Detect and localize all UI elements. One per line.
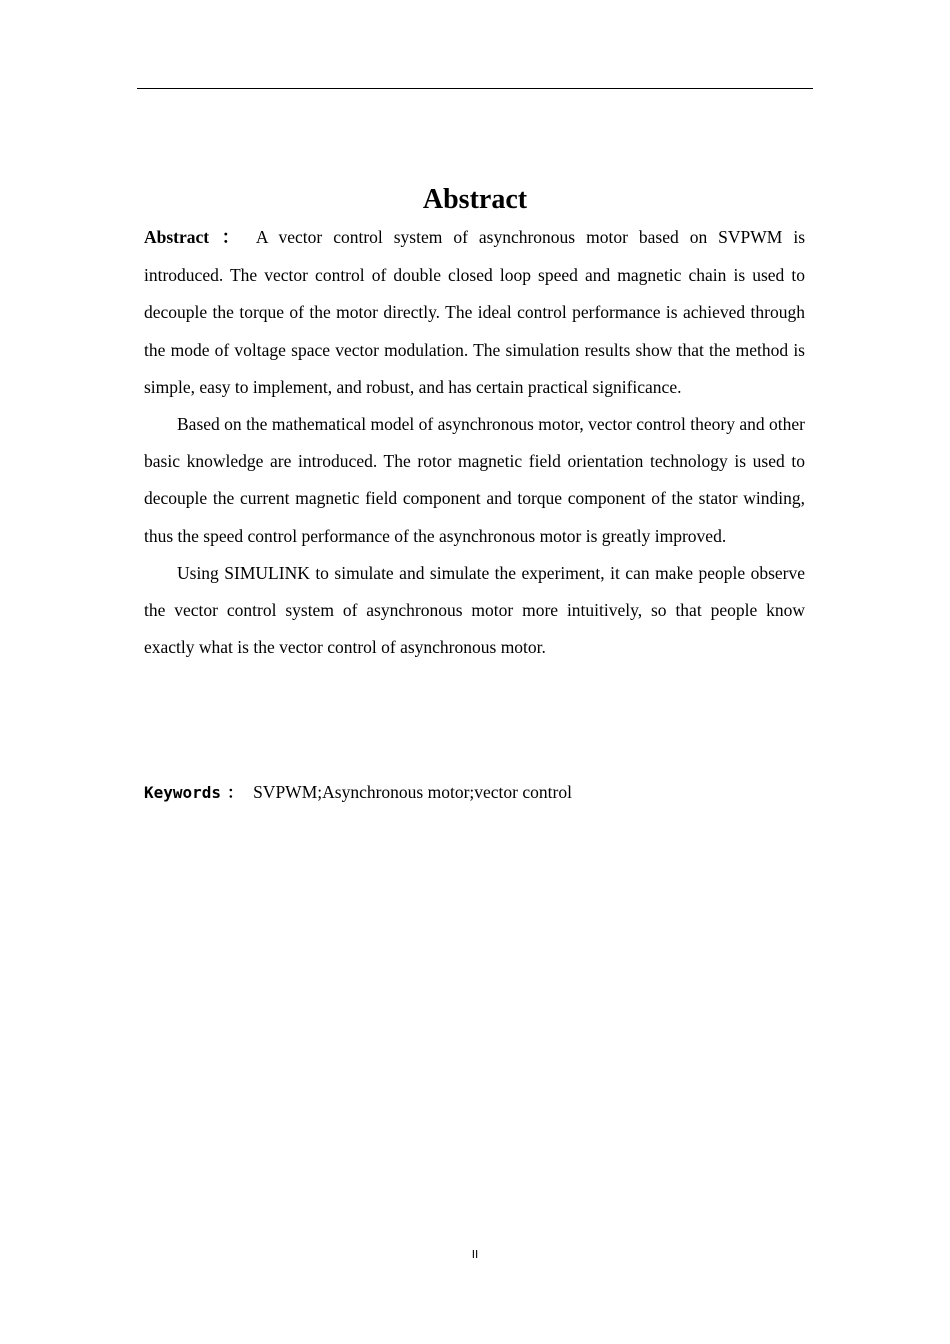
keywords-label: Keywords — [144, 783, 222, 802]
keywords-value: SVPWM;Asynchronous motor;vector control — [253, 782, 572, 802]
abstract-paragraph-text: A vector control system of asynchronous motor based on SVPWM is introduced. The vector control of double closed loop speed and magnetic chain is used to decouple the torque of the motor directly. The ideal control performance is achieved through the mode of voltage space vector modulation. The simulation results show that the method is simple, easy to implement, and robust, and has certain practical significance. — [144, 227, 806, 397]
keywords-colon: ： — [227, 783, 244, 802]
abstract-label: Abstract — [144, 227, 210, 247]
header-rule — [137, 88, 813, 89]
keywords-line — [144, 774, 805, 811]
abstract-body — [144, 219, 805, 666]
abstract-colon: ： — [215, 228, 246, 248]
abstract-paragraph-2: Based on the mathematical model of asynchronous motor, vector control theory and other basic knowledge are introduced. The rotor magnetic field orientation technology is used to decouple the current magnetic field component and torque component of the stator winding, thus the speed control performance of the asynchronous motor is greatly improved. — [144, 414, 805, 546]
abstract-paragraph-1 — [144, 219, 805, 406]
page-title: Abstract — [422, 184, 528, 215]
abstract-paragraph-3: Using SIMULINK to simulate and simulate the experiment, it can make people observe the vector control system of asynchronous motor more intuitively, so that people know exactly what is the vector control of asynchronous motor. — [144, 562, 805, 658]
page-number: II — [471, 1248, 479, 1261]
